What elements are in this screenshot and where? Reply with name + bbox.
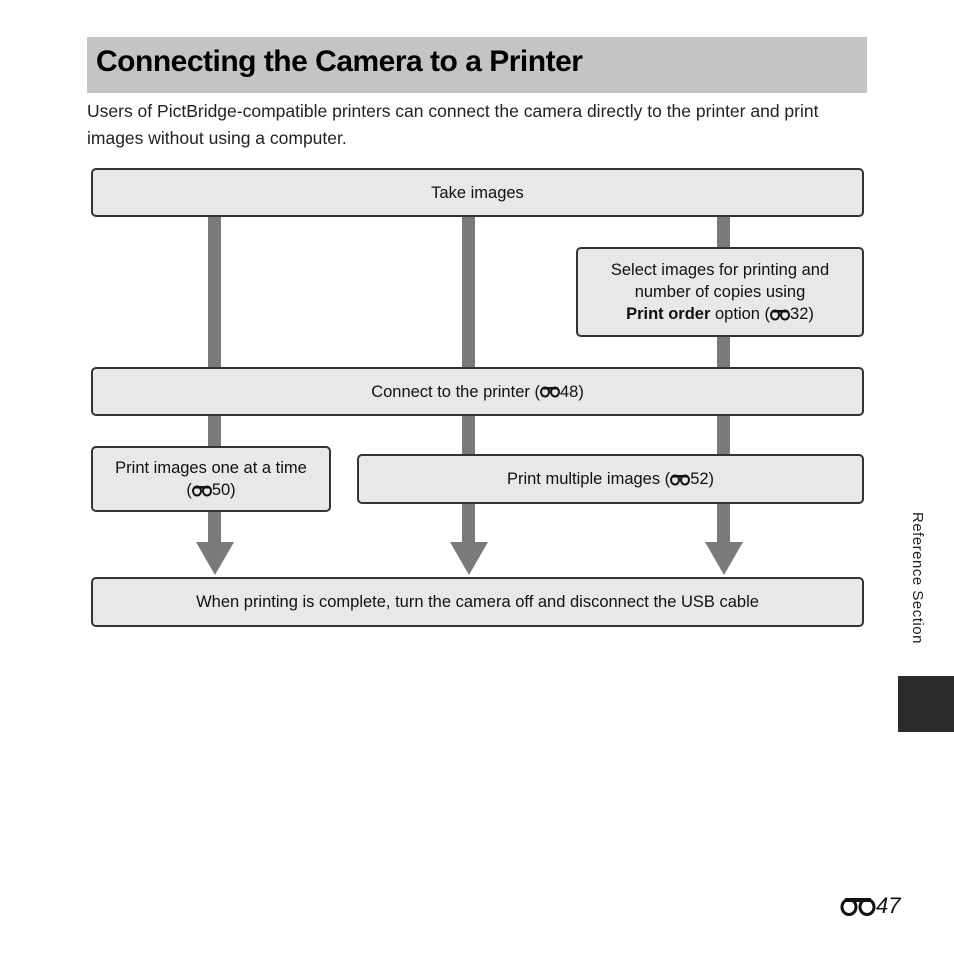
print-multiple-label: Print multiple images ( [506,470,671,488]
select-images-suffix: option ( [710,305,771,323]
select-images-line1: Select images for printing and [610,261,830,279]
page-title: Connecting the Camera to a Printer [96,45,583,78]
reference-section-icon [540,386,560,398]
print-multiple-close: ) [708,470,715,488]
take-images-label: Take images [431,183,524,202]
reference-section-icon [192,485,212,497]
page-number [840,893,900,919]
arrowhead-center [450,542,488,575]
connect-printer-close: ) [578,382,584,401]
print-multiple-box [357,454,864,504]
reference-section-icon [770,309,790,321]
print-one-ref: 50 [211,481,231,499]
section-tab [898,676,954,732]
page-number-value: 47 [876,893,901,918]
print-one-open: ( [186,481,192,499]
arrowhead-right [705,542,743,575]
arrowhead-left [196,542,234,575]
reference-section-icon [840,896,876,916]
print-order-term: Print order [626,305,711,323]
print-one-close: ) [230,481,236,499]
section-label: Reference Section [909,512,926,644]
take-images-box [91,168,864,217]
reference-section-icon [670,474,690,486]
select-images-ref: 32 [790,305,809,323]
intro-paragraph: Users of PictBridge-compatible printers can connect the camera directly to the printer and print images without using a computer. [87,101,819,148]
select-images-close: ) [808,305,814,323]
print-one-box [91,446,331,512]
print-one-label: Print images one at a time [115,459,307,477]
finish-label: When printing is complete, turn the camera off and disconnect the USB cable [196,593,759,611]
connect-printer-box [91,367,864,416]
select-images-box [576,247,864,337]
connect-printer-ref: 48 [559,382,579,401]
select-images-line2: number of copies using [634,283,806,301]
print-multiple-ref: 52 [690,470,709,488]
finish-box [91,577,864,627]
connect-printer-label: Connect to the printer ( [371,382,540,401]
